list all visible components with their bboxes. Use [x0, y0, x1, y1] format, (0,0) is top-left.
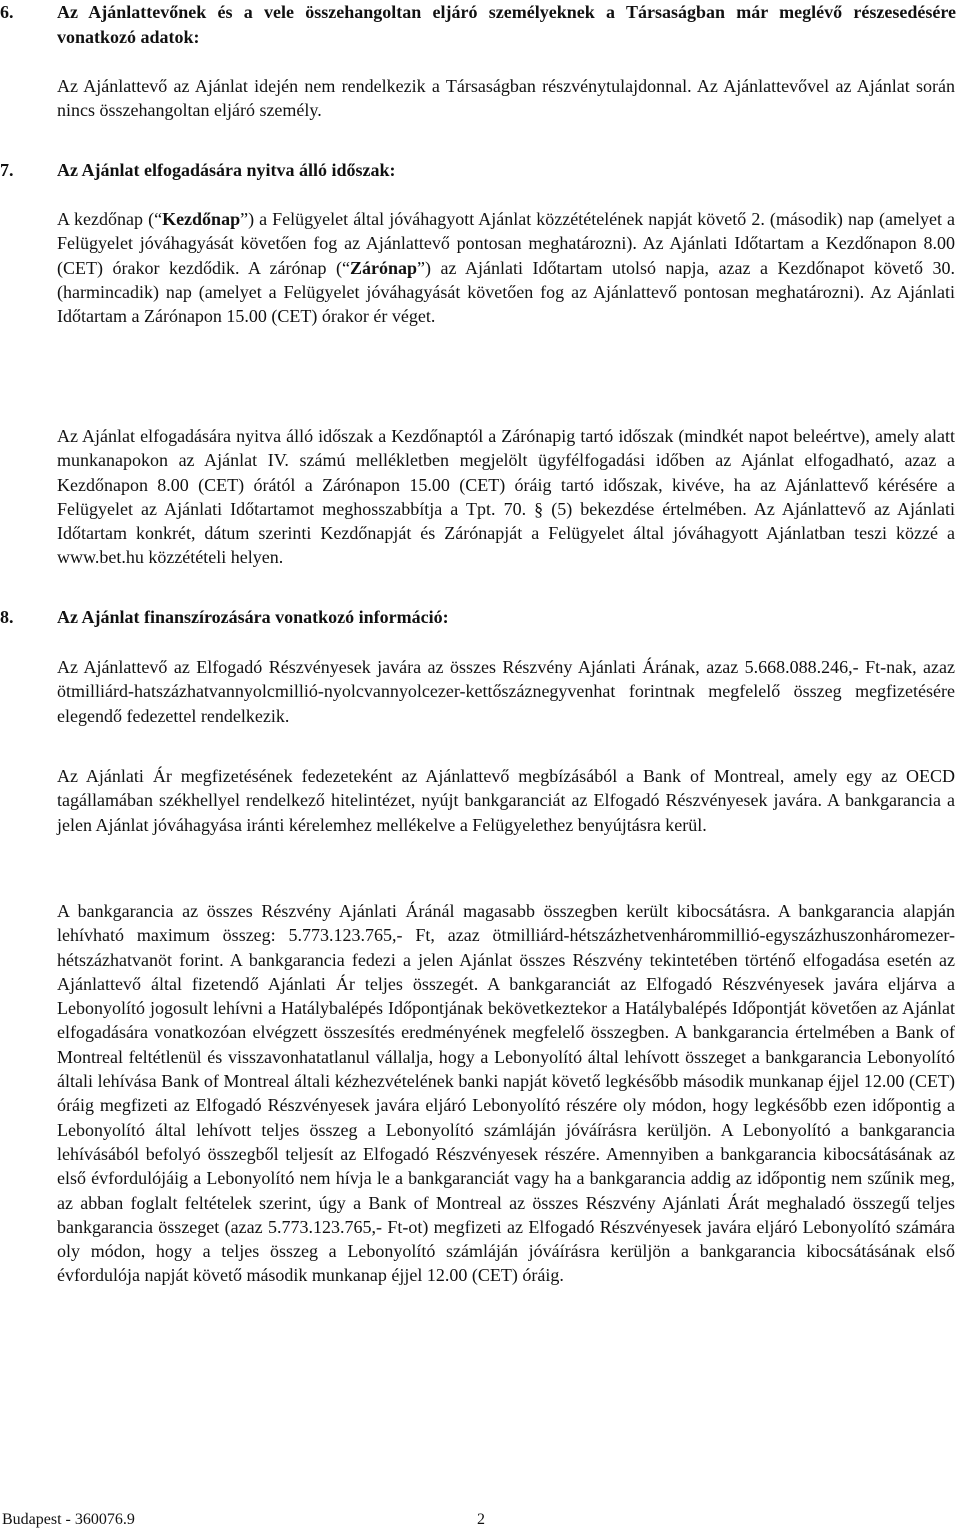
section-8-paragraph-3: A bankgarancia az összes Részvény Ajánlati Áránál magasabb összegben került kibocsátásra. A bankgarancia alapján lehívható maximum összeg: 5.773.123.765,- Ft, azaz ötmilliárd-hétszázhetvenhárommillió-egyszázhuszonháromezer-hétszázhatvanöt forint. A bankgarancia fedezi a jelen Ajánlat összes Részvény tekintetében történő elfogadása esetén az Ajánlattevő által fizetendő Ajánlati Ár teljes összegét. A bankgaranciát az Elfogadó Részvényesek javára eljárva a Lebonyolító jogosult lehívni a Hatálybalépés Időpontjának bekövetkeztekor a Hatálybalépés Időpontját követően az Ajánlat elfogadására vonatkozóan elvégzett összesítés eredményének megfelelő összegben. A bankgarancia értelmében a Bank of Montreal feltétlenül és visszavonhatatlanul vállalja, hogy a Lebonyolító által lehívott összeget a bankgarancia Lebonyolító általi lehívása Bank of Montreal általi kézhezvételének banki napját követő legkésőbb második munkanap éjjel 12.00 (CET) óráig megfizeti az Elfogadó Részvényesek javára eljáró Lebonyolító részére oly módon, hogy legkésőbb ezen időpontig a Lebonyolító által lehívott teljes összeg a Lebonyolító számláján jóváírásra kerüljön. A Lebonyolító a bankgarancia lehívásából befolyó összegből teljesít az Elfogadó Részvényesek részére. Amennyiben a bankgarancia kibocsátásának az első évfordulójáig a Lebonyolító nem hívja le a bankgaranciát vagy ha a bankgarancia addig az időpontig nem szűnik meg, az abban foglalt feltételek szerint, úgy a Bank of Montreal az összes Részvény Ajánlati Árát meghaladó összegű teljes bankgarancia összeget (azaz 5.773.123.765,- Ft-ot) megfizeti az Elfogadó Részvényesek javára eljáró Lebonyolító számára oly módon, hogy a teljes összeg a Lebonyolító számláján jóváírásra kerüljön a bankgarancia kibocsátásának első évfordulója napját követő második munkanap éjjel 12.00 (CET) óráig.: [57, 901, 955, 1286]
section-8-heading: [0, 605, 960, 630]
footer-document-reference: Budapest - 360076.9: [2, 1511, 135, 1528]
section-number: 8.: [0, 607, 14, 627]
page-number: 2: [477, 1511, 485, 1528]
section-7-paragraph-2: Az Ajánlat elfogadására nyitva álló időszak a Kezdőnaptól a Zárónapig tartó időszak (mindkét napot beleértve), amely alatt munkanapokon az Ajánlat IV. számú mellékletben megjelölt ügyfélfogadási időben az Ajánlat elfogadható, azaz a Kezdőnapon 8.00 (CET) órától a Zárónapon 15.00 (CET) óráig tartó időszak, kivéve, ha az Ajánlattevő kérésére a Felügyelet az Ajánlati Időtartamot meghosszabbítja a Tpt. 70. § (5) bekezdése értelmében. Az Ajánlattevő az Ajánlati Időtartam konkrét, dátum szerinti Kezdőnapját és Zárónapját a Felügyelet által jóváhagyott Ajánlatban teszi közzé a www.bet.hu közzétételi helyen.: [57, 426, 955, 568]
text-run: ”) a Felügyelet által jóváhagyott Ajánlat közzétételének napját követő 2. (második) nap (amelyet a Felügyelet jóváhagyását követően fog az Ajánlattevő pontosan meghatározni). Az Ajánlati Időtartam a Kezdőnapon 8.00 (CET) órakor kezdődik. A zárónap (“: [57, 209, 955, 278]
section-8-paragraph-2: Az Ajánlati Ár megfizetésének fedezeteként az Ajánlattevő megbízásából a Bank of Montreal, amely egy az OECD tagállamában székhellyel rendelkező hitelintézet, nyújt bankgaranciát az Elfogadó Részvényesek javára. A bankgarancia a jelen Ajánlat jóváhagyása iránti kérelemhez mellékelve a Felügyelethez benyújtásra kerül.: [57, 766, 955, 835]
section-7: [0, 158, 960, 183]
section-8-paragraph-1: Az Ajánlattevő az Elfogadó Részvényesek javára az összes Részvény Ajánlati Árának, azaz 5.668.088.246,- Ft-nak, azaz ötmilliárd-hatszázhatvannyolcmillió-nyolcvannyolcezer-kettőszáznegyvenhat forintnak megfelelő összeg megfizetésére elegendő fedezettel rendelkezik.: [57, 657, 955, 726]
section-number: 6.: [0, 2, 14, 22]
section-title: Az Ajánlat finanszírozására vonatkozó információ:: [57, 607, 449, 627]
defined-term-kezdonap: Kezdőnap: [162, 209, 241, 229]
text-run: A kezdőnap (“: [57, 209, 163, 229]
section-8: [0, 605, 960, 630]
section-title: Az Ajánlat elfogadására nyitva álló időszak:: [57, 160, 396, 180]
section-6-paragraph: Az Ajánlattevő az Ajánlat idején nem rendelkezik a Társaságban részvénytulajdonnal. Az Ajánlattevővel az Ajánlat során nincs összehangoltan eljáró személy.: [57, 76, 955, 121]
section-7-paragraph-1: [57, 207, 955, 328]
section-6-heading: [0, 0, 960, 50]
text-run: ”) az Ajánlati Időtartam utolsó napja, azaz a Kezdőnapot követő 30. (harmincadik) nap (amelyet a Felügyelet jóváhagyását követően fog az Ajánlattevő pontosan meghatározni). Az Ajánlati Időtartam a Zárónapon 15.00 (CET) órakor ér véget.: [57, 257, 955, 327]
defined-term-zaronap: Zárónap: [349, 257, 418, 278]
section-title: Az Ajánlattevőnek és a vele összehangoltan eljáró személyeknek a Társaságban már meglévő részesedésére vonatkozó adatok:: [57, 2, 956, 47]
section-number: 7.: [0, 160, 14, 180]
section-7-heading: [0, 158, 960, 183]
section-6: [0, 0, 960, 50]
